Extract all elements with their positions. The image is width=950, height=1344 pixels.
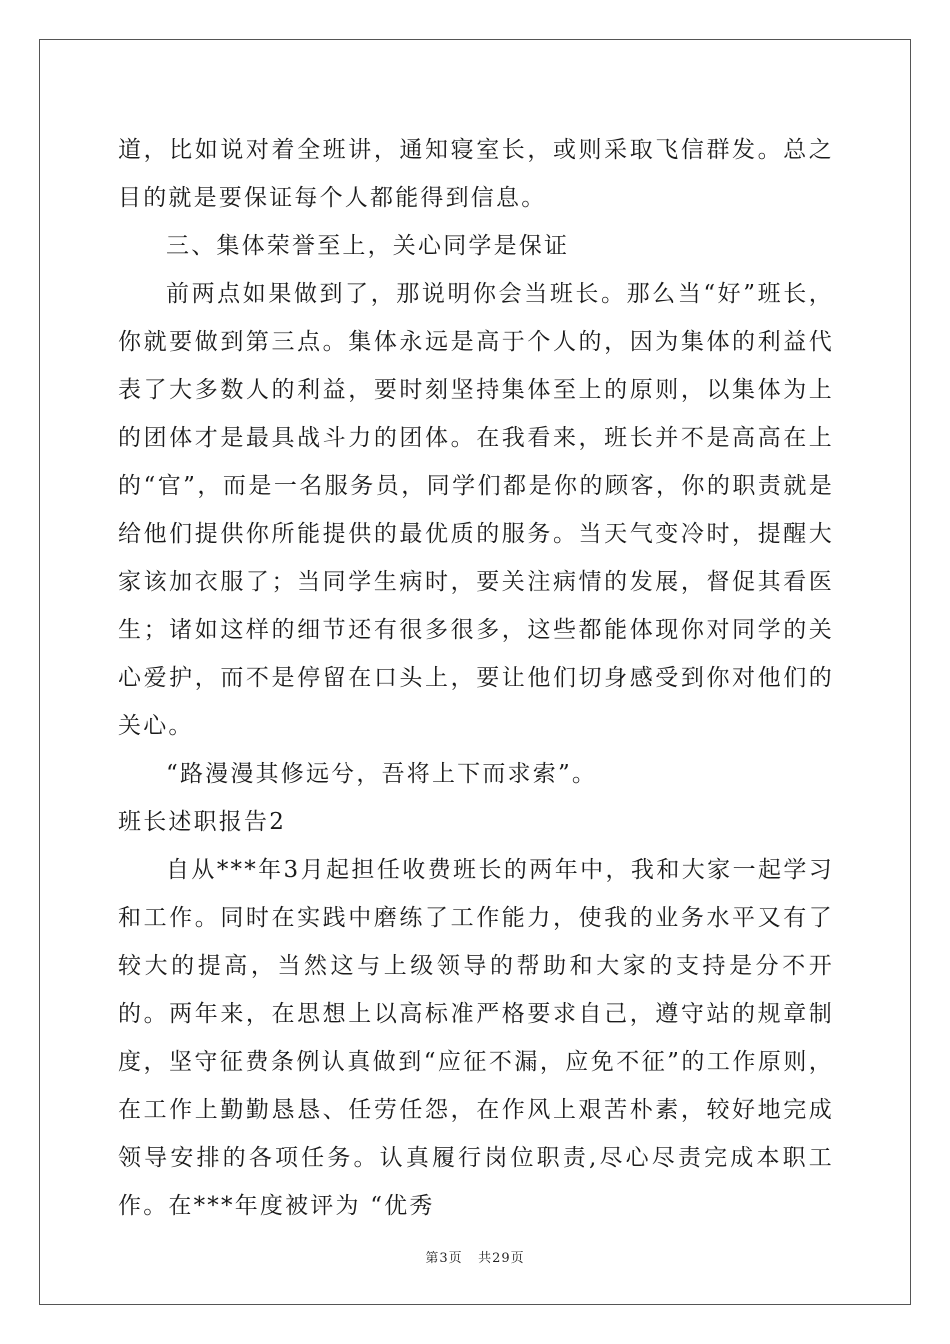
paragraph-2: 前两点如果做到了，那说明你会当班长。那么当“好”班长，你就要做到第三点。集体永远是高于个人的，因为集体的利益代表了大多数人的利益，要时刻坚持集体至上的原则，以集体为上的团体才是最具战斗力的团体。在我看来，班长并不是高高在上的“官”，而是一名服务员，同学们都是你的顾客，你的职责就是给他们提供你所能提供的最优质的服务。当天气变冷时，提醒大家该加衣服了；当同学生病时，要关注病情的发展，督促其看医生；诸如这样的细节还有很多很多，这些都能体现你对同学的关心爱护，而不是停留在口头上，要让他们切身感受到你对他们的关心。	[118, 281, 834, 739]
current-page-label: 第3页	[425, 1251, 463, 1266]
paragraph-3: 自从***年3月起担任收费班长的两年中，我和大家一起学习和工作。同时在实践中磨练了工作能力，使我的业务水平又有了较大的提高，当然这与上级领导的帮助和大家的支持是分不开的。两年来，在思想上以高标准严格要求自己，遵守站的规章制度，坚守征费条例认真做到“应征不漏，应免不征”的工作原则，在工作上勤勤恳恳、任劳任怨，在作风上艰苦朴素，较好地完成领导安排的各项任务。认真履行岗位职责,尽心尽责完成本职工作。在***年度被评为 “优秀	[118, 857, 834, 1219]
page-footer	[0, 1247, 950, 1266]
report-title: 班长述职报告2	[118, 809, 287, 835]
total-pages-label: 共29页	[478, 1251, 525, 1266]
quote-paragraph: “路漫漫其修远兮，吾将上下而求索”。	[166, 761, 598, 787]
document-body	[118, 126, 834, 1230]
section-heading-3: 三、集体荣誉至上，关心同学是保证	[166, 233, 570, 259]
paragraph-1: 道，比如说对着全班讲，通知寝室长，或则采取飞信群发。总之目的就是要保证每个人都能得到信息。	[118, 137, 834, 211]
